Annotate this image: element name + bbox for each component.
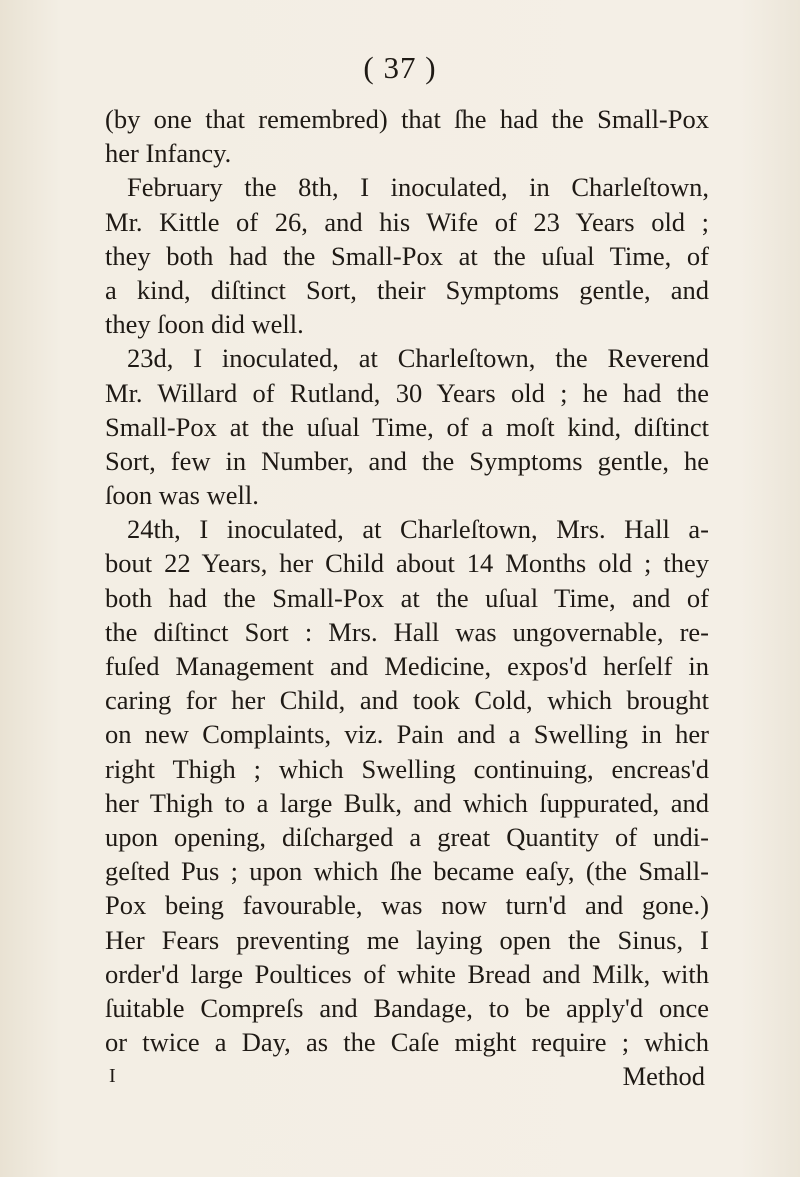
text-line: caring for her Child, and took Cold, which brought — [105, 685, 709, 716]
text-line: bout 22 Years, her Child about 14 Months old ; they — [105, 548, 709, 579]
text-line: Mr. Kittle of 26, and his Wife of 23 Years old ; — [105, 206, 709, 237]
text-line: the diſtinct Sort : Mrs. Hall was ungovernable, re- — [105, 616, 709, 647]
text-line: Small-Pox at the uſual Time, of a moſt kind, diſtinct — [105, 411, 709, 442]
text-line: or twice a Day, as the Caſe might require ; which — [105, 1027, 709, 1058]
text-line: 24th, I inoculated, at Charleſtown, Mrs. Hall a- — [127, 514, 709, 545]
text-line: her Infancy. — [105, 138, 232, 169]
text-line: a kind, diſtinct Sort, their Symptoms gentle, and — [105, 274, 709, 305]
text-line: ſoon was well. — [105, 480, 259, 511]
catchword: Method — [622, 1061, 705, 1092]
text-line: geſted Pus ; upon which ſhe became eaſy, (the Small- — [105, 856, 709, 887]
text-line: her Thigh to a large Bulk, and which ſuppurated, and — [105, 787, 709, 818]
text-line: they both had the Small-Pox at the uſual Time, of — [105, 240, 709, 271]
text-line: fuſed Management and Medicine, expos'd herſelf in — [105, 651, 709, 681]
signature-mark: I — [109, 1065, 116, 1088]
text-line: they ſoon did well. — [105, 309, 304, 340]
text-line: both had the Small-Pox at the uſual Time, and of — [105, 582, 709, 613]
text-line: Sort, few in Number, and the Symptoms gentle, he — [105, 445, 709, 476]
text-line: February the 8th, I inoculated, in Charleſtown, — [127, 172, 709, 203]
text-line: Mr. Willard of Rutland, 30 Years old ; he had the — [105, 377, 709, 408]
page-footer — [105, 1059, 709, 1093]
text-line: upon opening, diſcharged a great Quantity of undi- — [105, 821, 709, 852]
text-line: order'd large Poultices of white Bread and Milk, with — [105, 958, 709, 989]
text-line: ſuitable Compreſs and Bandage, to be apply'd once — [105, 992, 709, 1023]
text-line: on new Complaints, viz. Pain and a Swelling in her — [105, 719, 709, 750]
text-line: (by one that remembred) that ſhe had the Small-Pox — [105, 104, 709, 134]
page-number: ( 37 ) — [363, 50, 437, 85]
text-line: 23d, I inoculated, at Charleſtown, the Reverend — [127, 343, 709, 374]
text-line: Her Fears preventing me laying open the Sinus, I — [105, 924, 709, 955]
text-line: right Thigh ; which Swelling continuing, encreas'd — [105, 753, 709, 784]
text-line: Pox being favourable, was now turn'd and gone.) — [105, 890, 709, 921]
body-text — [105, 102, 709, 1093]
